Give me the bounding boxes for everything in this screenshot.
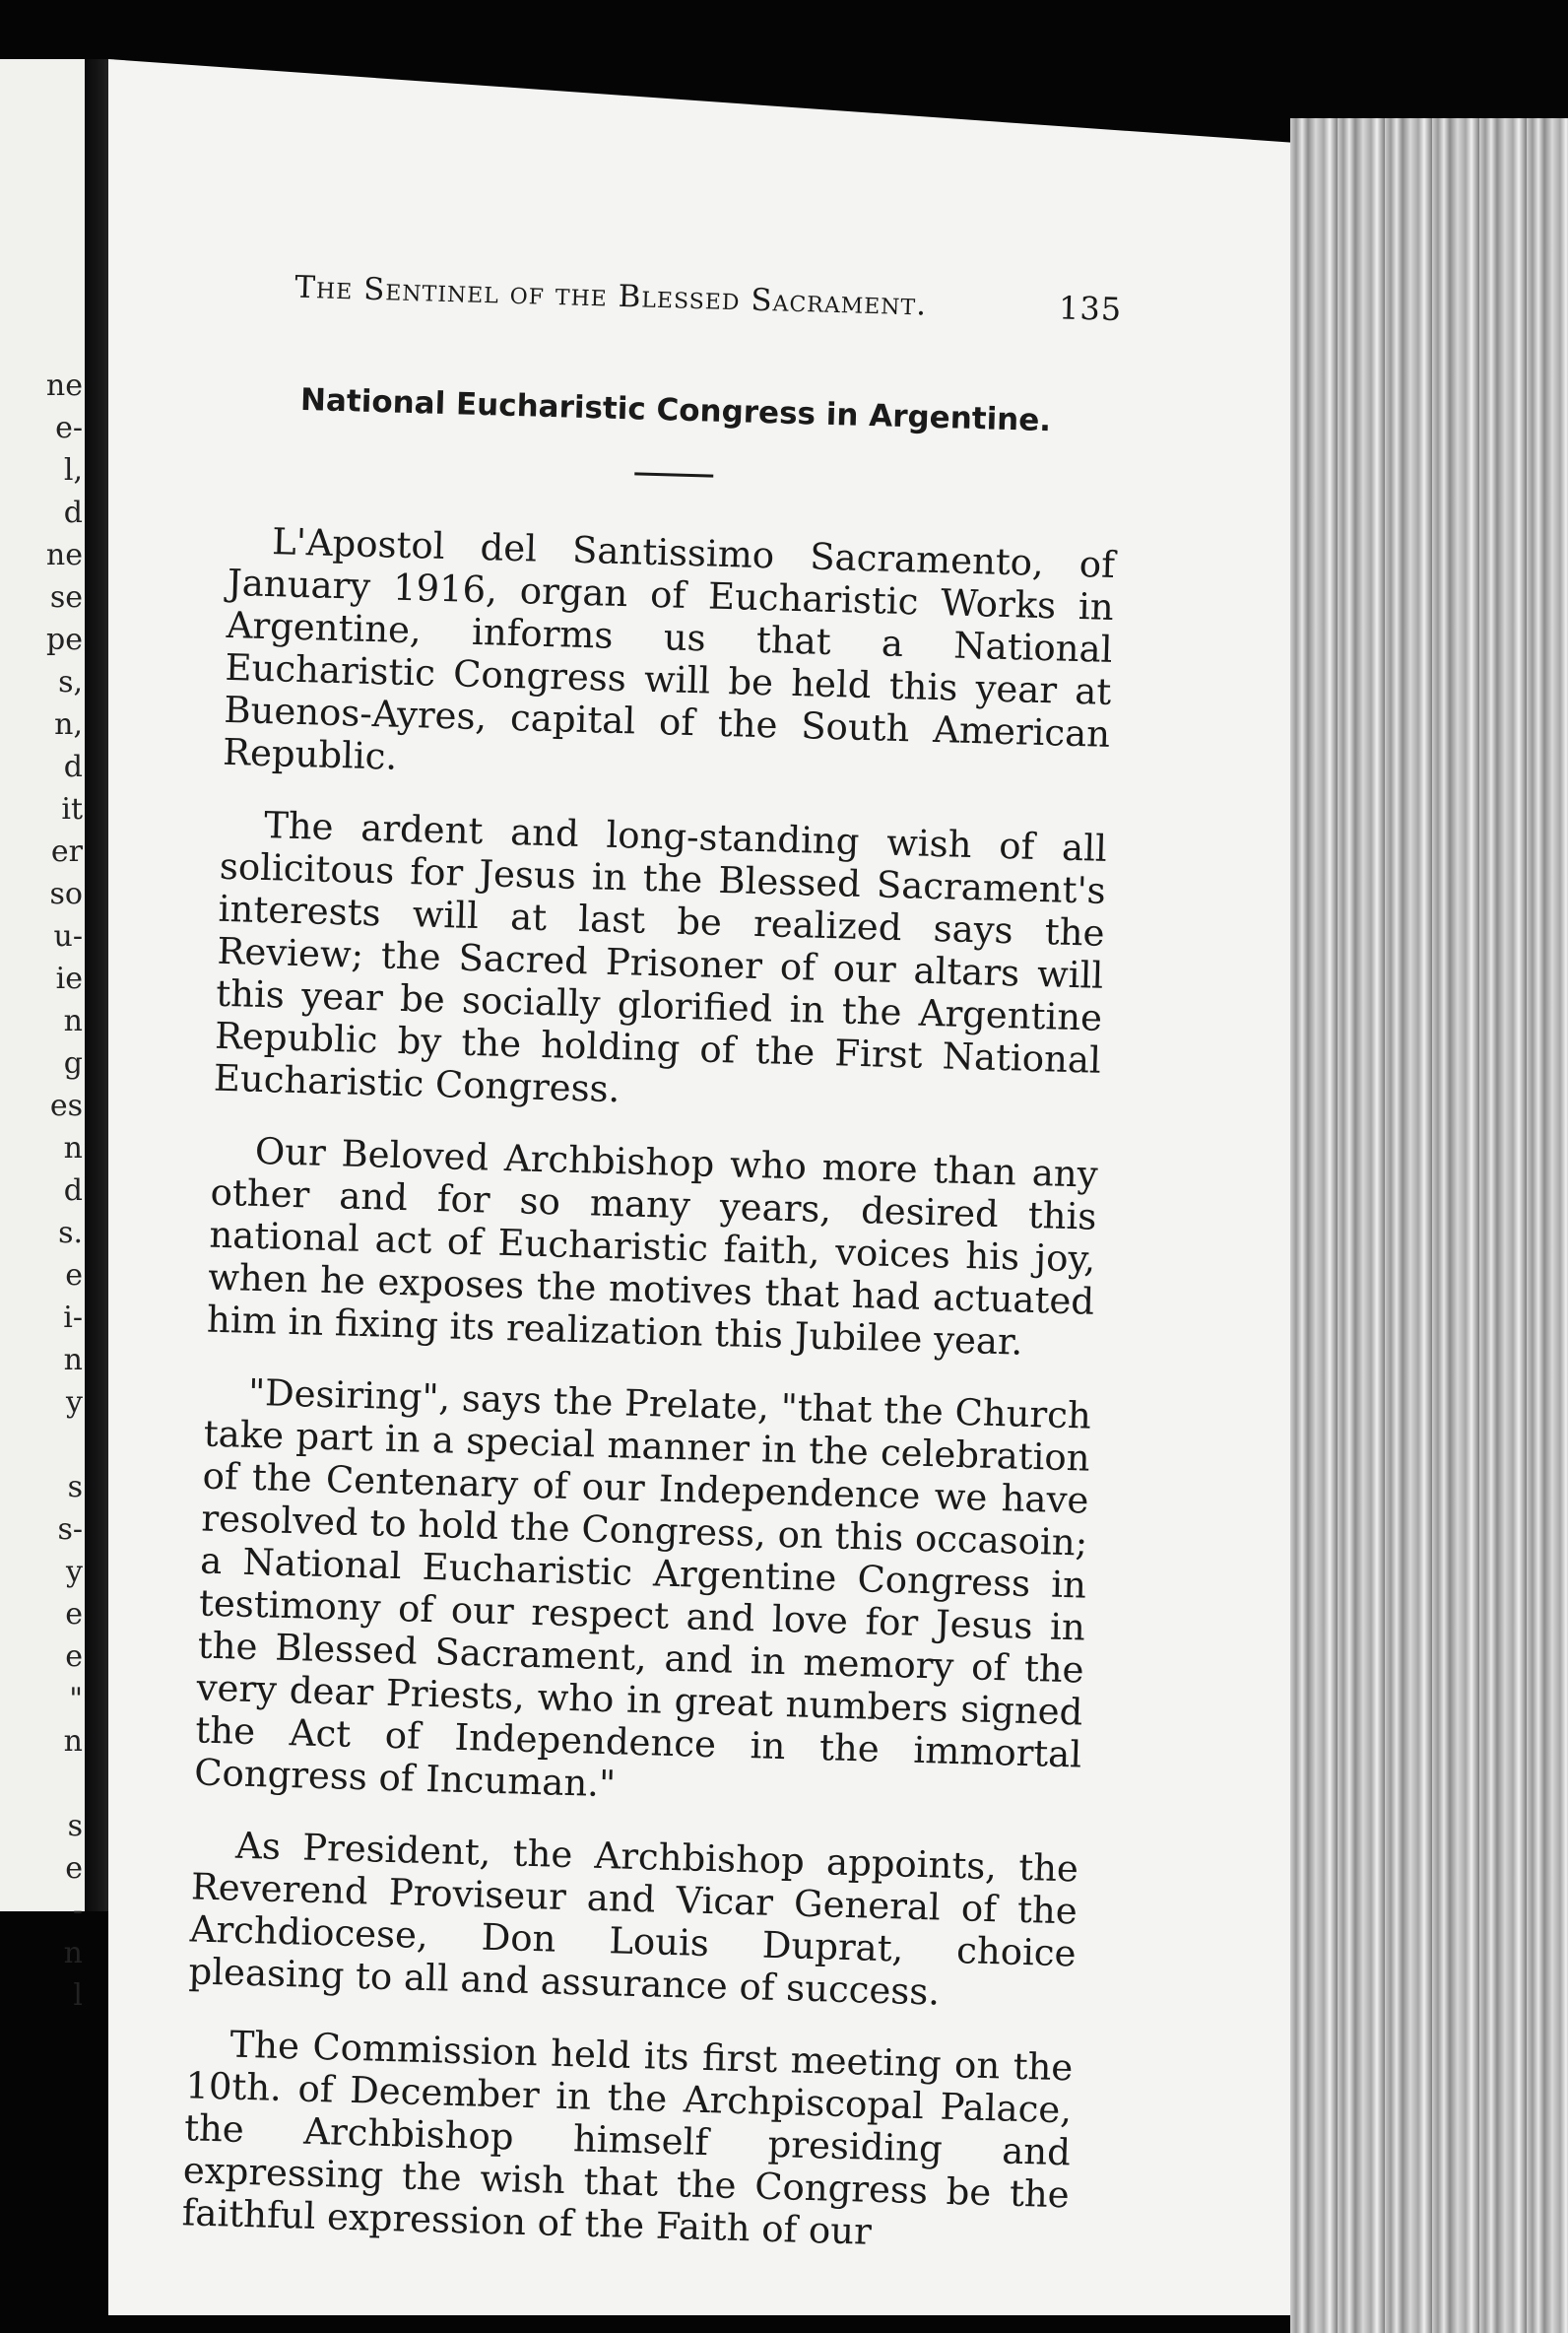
title-rule	[634, 472, 713, 477]
facing-page-line-fragment: e	[65, 1639, 83, 1674]
facing-page-line-fragment: e-	[55, 411, 83, 445]
facing-page-line-fragment: y	[66, 1385, 83, 1420]
facing-page-line-fragment: n	[63, 1131, 83, 1166]
paragraph: The Commission held its first meeting on the 10th. of December in the Archpiscopal Palace, the Archbishop himself presiding and expressing the wish that the Congress be the faithful expression of the Faith of our	[181, 2023, 1074, 2253]
page-content	[180, 266, 1122, 2288]
facing-page-line-fragment: n,	[54, 707, 83, 742]
facing-page-line-fragment: n	[63, 1724, 83, 1759]
facing-page-line-fragment: u-	[53, 919, 83, 954]
facing-page-line-fragment: ne	[45, 368, 83, 403]
article-body	[181, 519, 1115, 2258]
article-title: National Eucharistic Congress in Argentine.	[299, 381, 1052, 439]
facing-page-line-fragment: s,	[58, 665, 83, 700]
paragraph: "Desiring", says the Prelate, "that the Church take part in a special manner in the celebration of the Centenary of our Independence we have resolved to hold the Congress, on this occasoin; a National Eucharistic Argentine Congress in testimony of our respect and love for Jesus in the Blessed Sacrament, and in memory of the very dear Priests, who in great numbers signed the Act of Independence in the immortal Congress of Incuman."	[193, 1370, 1092, 1806]
facing-page-line-fragment: s-	[57, 1512, 83, 1547]
paragraph: L'Apostol del Santissimo Sacramento, of January 1916, organ of Eucharistic Works in Argentine, informs us that a National Eucharistic Congress will be held this year at Buenos-Ayres, capital of the South American Republic.	[222, 520, 1116, 778]
facing-page-line-fragment: l,	[63, 453, 83, 488]
facing-page-line-fragment: l	[73, 1978, 83, 2013]
facing-page-line-fragment: n	[63, 1004, 83, 1038]
facing-page-line-fragment: er	[50, 834, 83, 869]
facing-page-line-fragment: d	[63, 496, 83, 530]
facing-page-line-fragment: i-	[63, 1300, 83, 1335]
facing-page-line-fragment: d	[63, 1173, 83, 1208]
facing-page-line-fragment: s	[67, 1470, 83, 1504]
facing-page	[0, 59, 89, 2013]
facing-page-line-fragment	[4, 1424, 83, 1466]
facing-page-line-fragment: "	[69, 1682, 83, 1716]
facing-page-line-fragment: it	[61, 792, 83, 827]
facing-page-line-fragment: e	[65, 1851, 83, 1886]
running-title: The Sentinel of the Blessed Sacrament.	[294, 269, 928, 323]
facing-page-line-fragment: g	[63, 1046, 83, 1081]
facing-page-line-fragment: n	[63, 1343, 83, 1377]
page-edges	[1290, 118, 1568, 2333]
paragraph: The ardent and long-standing wish of all solicitous for Jesus in the Blessed Sacrament's interests will at last be realized says the Review; the Sacred Prisoner of our altars will this year be socially glorified in the Argentine Republic by the holding of the First National Eucharistic Congress.	[213, 804, 1108, 1111]
page-number: 135	[1058, 289, 1123, 329]
facing-page-line-endings	[4, 365, 83, 2017]
facing-page-line-fragment: s.	[58, 1216, 83, 1250]
facing-page-line-fragment: y	[66, 1555, 83, 1589]
facing-page-line-fragment: se	[49, 580, 83, 615]
facing-page-line-fragment: s	[67, 1809, 83, 1843]
facing-page-line-fragment: ne	[45, 538, 83, 572]
facing-page-line-fragment: so	[49, 877, 83, 911]
facing-page-line-fragment: n	[63, 1936, 83, 1970]
facing-page-line-fragment: -	[72, 1894, 83, 1928]
facing-page-line-fragment: e	[65, 1597, 83, 1632]
facing-page-line-fragment: pe	[46, 623, 83, 657]
facing-page-line-fragment	[4, 1763, 83, 1805]
paragraph: Our Beloved Archbishop who more than any other and for so many years, desired this national act of Eucharistic faith, voices his joy, when he exposes the motives that had actuated him in fixing its realization this Jubilee year.	[206, 1129, 1099, 1364]
facing-page-line-fragment: es	[49, 1089, 83, 1123]
paragraph: As President, the Archbishop appoints, the Reverend Proviseur and Vicar General of the Archdiocese, Don Louis Duprat, choice pleasing to all and assurance of success.	[188, 1824, 1079, 2014]
facing-page-line-fragment: ie	[55, 962, 83, 996]
facing-page-line-fragment: d	[63, 750, 83, 784]
facing-page-line-fragment: e	[65, 1258, 83, 1293]
